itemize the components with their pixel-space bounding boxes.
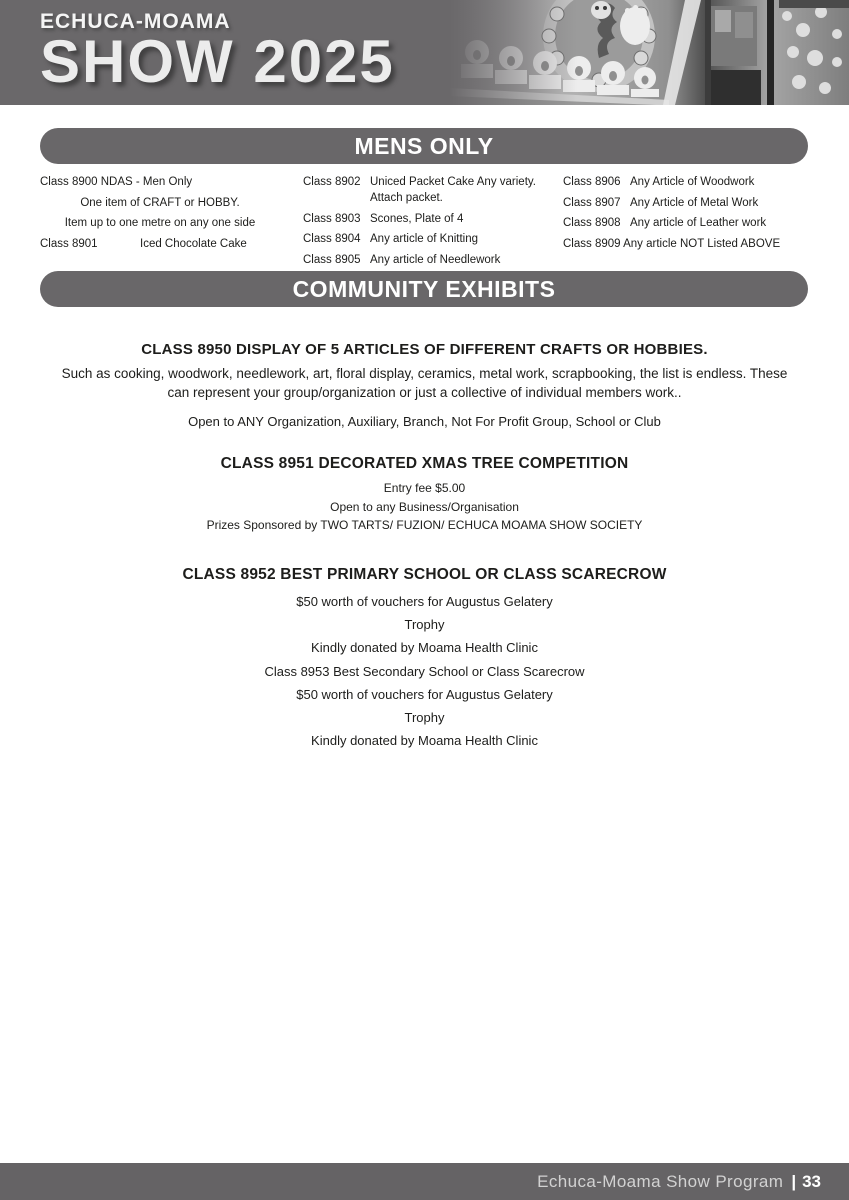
class-8904-desc: Any article of Knitting bbox=[370, 233, 479, 245]
class-8900-label: Class 8900 bbox=[40, 176, 98, 188]
class-8902-desc bbox=[370, 174, 553, 206]
class-8906-label: Class 8906 bbox=[563, 176, 621, 188]
class-8952-donor-line: Kindly donated by Moama Health Clinic bbox=[311, 640, 538, 656]
footer-page-number: 33 bbox=[802, 1171, 821, 1191]
mens-only-column-2 bbox=[303, 174, 553, 272]
class-8903-label: Class 8903 bbox=[303, 212, 361, 225]
class-8901-desc: Iced Chocolate Cake bbox=[140, 237, 247, 250]
class-8952-trophy-line: Trophy bbox=[404, 617, 445, 633]
page-header bbox=[0, 0, 849, 105]
carnival-photo bbox=[449, 0, 849, 105]
class-8953-trophy-line: Trophy bbox=[404, 710, 445, 726]
section-heading-mens-only bbox=[40, 128, 808, 164]
class-8951-open-line: Open to any Business/Organisation bbox=[330, 499, 519, 514]
class-8951-entry-fee: Entry fee $5.00 bbox=[383, 481, 466, 495]
mens-only-column-1 bbox=[40, 174, 280, 256]
class-8950-title: CLASS 8950 DISPLAY OF 5 ARTICLES OF DIFFERENT CRAFTS OR HOBBIES. bbox=[141, 341, 708, 358]
class-8950-open-line: Open to ANY Organization, Auxiliary, Branch, Not For Profit Group, School or Club bbox=[188, 414, 661, 429]
class-8907-row bbox=[563, 195, 833, 211]
class-8900-desc: NDAS - Men Only bbox=[100, 176, 193, 188]
class-8951-block bbox=[30, 455, 819, 535]
class-8904-label: Class 8904 bbox=[303, 233, 361, 245]
class-8903-desc: Scones, Plate of 4 bbox=[370, 212, 464, 225]
class-8902-desc-line2: Attach packet. bbox=[370, 192, 443, 204]
class-8904-row bbox=[303, 231, 553, 247]
header-title: SHOW 2025 bbox=[40, 28, 395, 95]
page-footer bbox=[0, 1163, 849, 1200]
class-8951-title: CLASS 8951 DECORATED XMAS TREE COMPETITION bbox=[220, 455, 629, 472]
class-8905-label: Class 8905 bbox=[303, 253, 361, 266]
class-8907-desc: Any Article of Metal Work bbox=[630, 196, 759, 209]
class-8900-note-2: Item up to one metre on any one side bbox=[64, 217, 256, 229]
class-8953-title-line: Class 8953 Best Secondary School or Class Scarecrow bbox=[264, 663, 585, 679]
class-8902-row bbox=[303, 174, 553, 206]
class-8900-line bbox=[40, 174, 280, 190]
class-8902-label: Class 8902 bbox=[303, 176, 361, 188]
class-8908-row bbox=[563, 215, 833, 231]
class-8953-prize-line: $50 worth of vouchers for Augustus Gelatery bbox=[296, 686, 553, 702]
class-8905-row bbox=[303, 252, 553, 268]
class-8951-sponsors-line: Prizes Sponsored by TWO TARTS/ FUZION/ ECHUCA MOAMA SHOW SOCIETY bbox=[206, 518, 643, 532]
class-8952-prize-line: $50 worth of vouchers for Augustus Gelatery bbox=[296, 594, 553, 609]
class-8901-label: Class 8901 bbox=[40, 237, 98, 250]
footer-separator: | bbox=[791, 1171, 797, 1191]
class-8902-desc-line1: Uniced Packet Cake Any variety. bbox=[370, 176, 536, 188]
footer-program-label: Echuca-Moama Show Program bbox=[537, 1171, 784, 1191]
class-8908-label: Class 8908 bbox=[563, 217, 621, 229]
class-8952-title: CLASS 8952 BEST PRIMARY SCHOOL OR CLASS SCARECROW bbox=[182, 566, 667, 583]
header-pretitle: ECHUCA-MOAMA bbox=[40, 10, 231, 33]
class-8952-block bbox=[30, 566, 819, 752]
mens-only-column-3 bbox=[563, 174, 833, 256]
community-exhibits-heading-label: COMMUNITY EXHIBITS bbox=[292, 275, 556, 302]
header-title-block bbox=[40, 10, 395, 95]
class-8903-row bbox=[303, 211, 553, 227]
class-8908-desc: Any article of Leather work bbox=[630, 217, 767, 229]
class-8950-description: Such as cooking, woodwork, needlework, art, floral display, ceramics, metal work, scrapbooking, the list is endless. These can represent your group/organization or just a collective of individual members work.. bbox=[61, 366, 788, 400]
class-8909-line: Class 8909 Any article NOT Listed ABOVE bbox=[563, 237, 781, 250]
class-8906-row bbox=[563, 174, 833, 190]
section-heading-community-exhibits bbox=[40, 271, 808, 307]
class-8953-donor-line: Kindly donated by Moama Health Clinic bbox=[311, 733, 538, 749]
class-8950-block bbox=[30, 341, 819, 429]
class-8900-note-1: One item of CRAFT or HOBBY. bbox=[80, 196, 240, 209]
class-8907-label: Class 8907 bbox=[563, 196, 621, 209]
mens-only-heading-label: MENS ONLY bbox=[354, 132, 494, 159]
class-8906-desc: Any Article of Woodwork bbox=[630, 176, 755, 188]
class-8901-row bbox=[40, 236, 280, 252]
class-8905-desc: Any article of Needlework bbox=[370, 253, 501, 266]
